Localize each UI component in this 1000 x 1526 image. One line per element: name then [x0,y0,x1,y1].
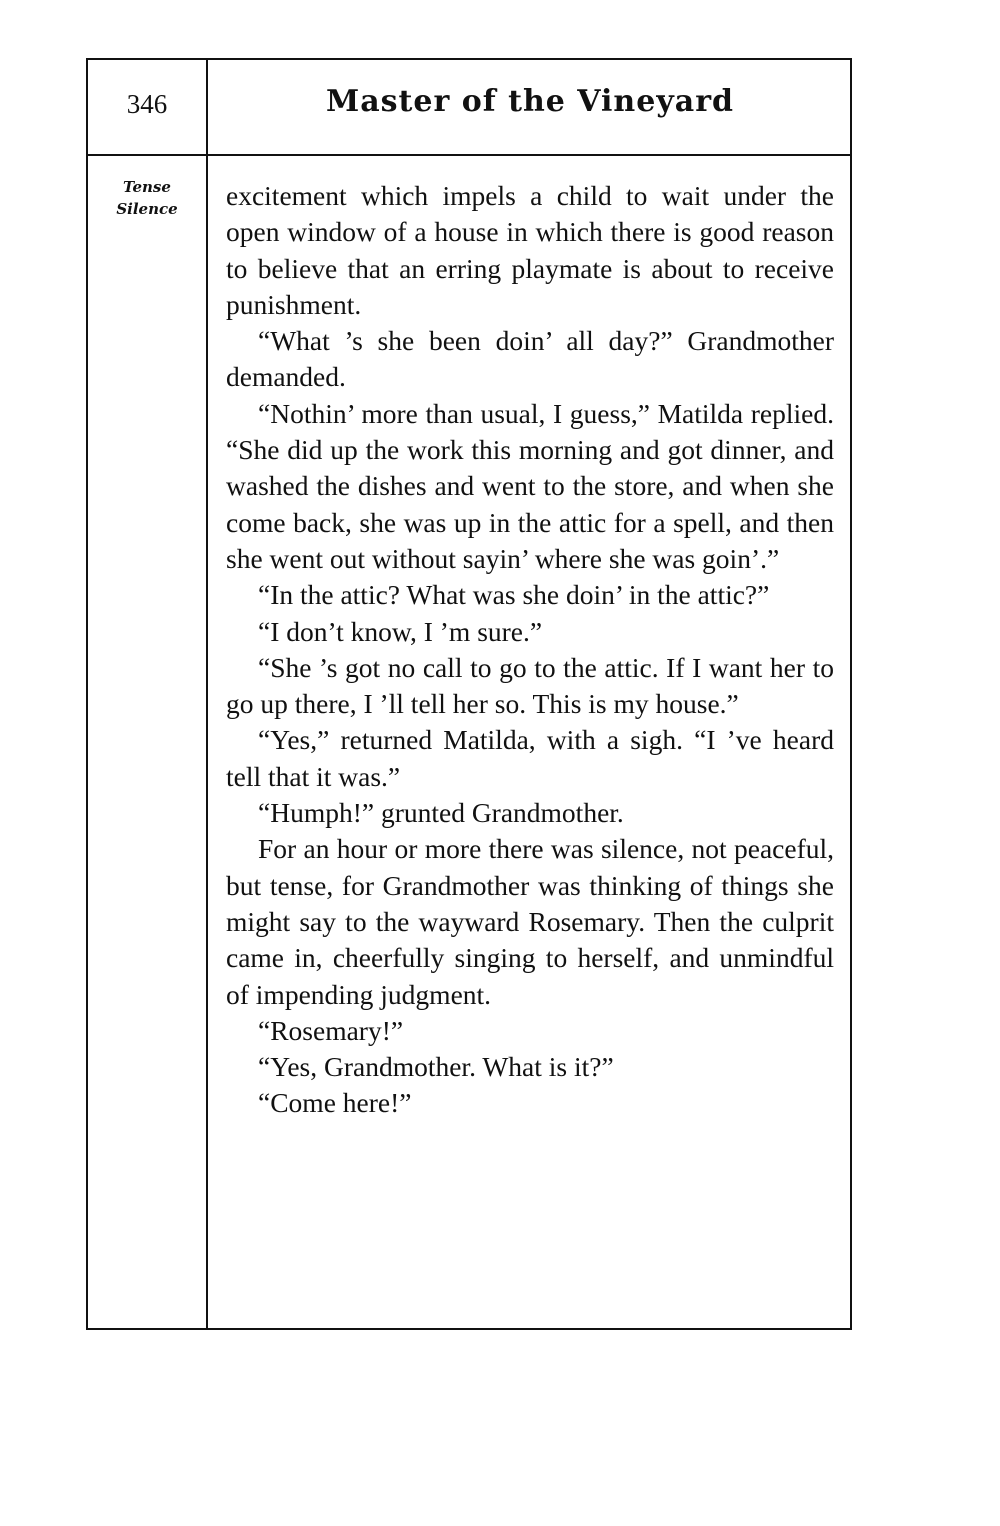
paragraph: For an hour or more there was silence, not peaceful, but tense, for Grandmother was thinking of things she might say to the wayward Rosemary. Then the culprit came in, cheerfully singing to herself, and unmindful of impending judgment. [226,833,834,1010]
paragraph: excitement which impels a child to wait under the open window of a house in which there is good reason to believe that an erring playmate is about to receive punishment. [226,180,834,320]
margin-note-line-1: Tense [123,178,171,196]
running-title: Master of the Vineyard [326,84,734,119]
paragraph: “Come here!” [258,1087,412,1119]
paragraph: “I don’t know, I ’m sure.” [258,615,543,647]
paragraph: “Rosemary!” [258,1014,404,1046]
paragraph: “Yes, Grandmother. What is it?” [258,1051,614,1083]
page-number: 346 [126,89,168,119]
paragraph: “She ’s got no call to go to the attic. If I want her to go up there, I ’ll tell her so. This is my house.” [226,651,834,720]
paragraph: “In the attic? What was she doin’ in the attic?” [258,579,770,611]
paragraph: “What ’s she been doin’ all day?” Grandmother demanded. [226,325,834,393]
paragraph: “Yes,” returned Matilda, with a sigh. “I ’ve heard tell that it was.” [226,724,834,792]
margin-note-line-2: Silence [116,200,178,218]
page-frame [86,58,852,1330]
margin-note [94,176,200,220]
paragraph: “Nothin’ more than usual, I guess,” Matilda replied. “She did up the work this morning and got dinner, and washed the dishes and went to the store, and when she come back, she was up in the attic for a spell, and then she went out without sayin’ where she was goin’.” [226,397,834,574]
paragraph: “Humph!” grunted Grandmother. [258,797,624,829]
margin-divider-line [206,60,208,1328]
body-text [226,178,834,1122]
page-header [88,60,850,156]
